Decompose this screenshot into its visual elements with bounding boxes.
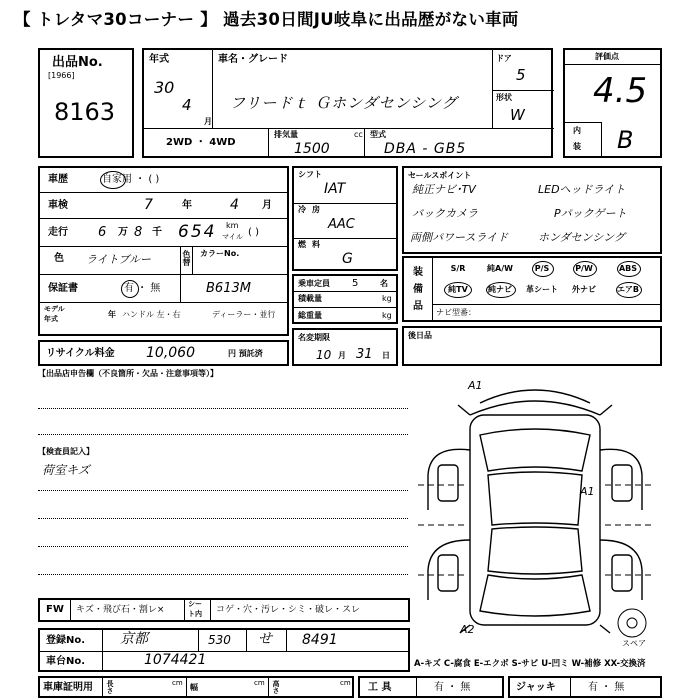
tools-box [358, 676, 504, 698]
inspection-year-unit: 年 [182, 200, 192, 211]
rating-box [563, 48, 662, 158]
equip-abs-circle [617, 261, 641, 277]
reg-deadline-box [292, 328, 398, 366]
car-name-label: 車名・グレード [218, 54, 288, 65]
fw-scratch: キズ・飛び石・割レ× [76, 605, 165, 615]
sales-point-3: バックカメラ [412, 207, 478, 220]
fuel-value: G [342, 251, 353, 267]
report-label: 【出品店申告欄（不良箇所・欠品・注意事項等）】 [38, 369, 218, 378]
reg-deadline-month: 10 [316, 348, 332, 362]
model-year-value: 30 [154, 78, 175, 97]
model-code-label: 型式 [370, 130, 386, 139]
load-label: 積載量 [298, 294, 322, 303]
recycle-unit: 円 預託済 [228, 349, 263, 358]
equipment-label-1: 装 [413, 267, 423, 278]
registration-kana: せ [258, 631, 272, 647]
spare-label: スペア [622, 639, 646, 648]
fw-label: FW [46, 604, 64, 615]
rating-value: 4.5 [593, 71, 648, 111]
equip-alloy: 純A/W [487, 264, 513, 273]
tools-label: 工 具 [368, 682, 392, 693]
doors-value: 5 [516, 66, 526, 84]
model-month-unit: 月 [204, 117, 212, 126]
color-change-label: 色替 [182, 250, 191, 266]
registration-box [38, 628, 410, 672]
fuel-label-top: 燃 [298, 240, 306, 249]
navi-model-label: ナビ型番： [436, 308, 476, 317]
rear-label: 後日品 [408, 331, 432, 340]
jack-box [508, 676, 662, 698]
equipment-label-2: 備 [413, 284, 423, 295]
cert-box [38, 676, 354, 698]
fw-box [38, 598, 410, 622]
sales-point-2: LEDヘッドライト [538, 183, 626, 196]
spec-box [292, 166, 398, 271]
displacement-unit: cc [354, 130, 363, 139]
warranty-options: 有 ・ 無 [124, 283, 161, 294]
sales-points-box [402, 166, 662, 254]
equip-ext-navi: 外ナビ [572, 285, 596, 294]
shift-value: IAT [324, 181, 346, 197]
inspection-year: 7 [144, 197, 153, 213]
history-circle [100, 171, 126, 189]
fw-seat-items: コゲ・穴・汚レ・シミ・破レ・スレ [216, 605, 361, 615]
model-change-label-bottom: 年式 [44, 315, 58, 323]
history-options: 自家用 ・ ( ) [102, 174, 160, 185]
registration-class: 530 [208, 633, 231, 647]
inspection-month-unit: 月 [262, 200, 272, 211]
reg-deadline-day: 31 [356, 347, 373, 362]
mileage-unit-km: km [226, 221, 239, 230]
rear-box [402, 326, 662, 366]
cert-height-unit: cm [340, 679, 351, 687]
cert-length-unit: cm [172, 679, 183, 687]
load-unit: kg [382, 294, 392, 303]
mileage-label: 走行 [48, 227, 68, 238]
reg-deadline-day-unit: 日 [382, 351, 390, 360]
model-change-year-unit: 年 [108, 310, 116, 319]
color-no-value: B613M [206, 281, 251, 296]
rating-label: 評価点 [595, 52, 619, 61]
equip-sr: S/R [450, 264, 466, 273]
mileage-unit-mile: マイル [222, 233, 243, 241]
mileage-paren: ( ) [248, 227, 259, 238]
cert-height: 高さ [272, 680, 280, 694]
capacity-value: 5 [352, 278, 359, 289]
capacity-box [292, 274, 398, 324]
doors-label: ドア [496, 54, 512, 63]
color-no-label: カラーNo. [200, 249, 240, 258]
equip-navi-circle [486, 282, 516, 298]
registration-label: 登録No. [46, 635, 86, 646]
tools-options: 有 ・ 無 [434, 682, 471, 693]
equip-ps-circle [532, 261, 554, 277]
equip-leather: 革シート [526, 285, 558, 294]
equipment-label-3: 品 [413, 301, 423, 312]
equipment-box [402, 256, 662, 322]
inspection-label: 車検 [48, 200, 68, 211]
model-change-dealer: ディーラー・並行 [212, 310, 276, 319]
cert-label: 車庫証明用 [43, 682, 93, 693]
warranty-label: 保証書 [48, 283, 78, 294]
lot-box [38, 48, 134, 158]
model-change-label-top: モデル [44, 305, 65, 313]
jack-label: ジャッキ [516, 682, 556, 693]
car-diagram [410, 375, 660, 645]
car-name-value: フリードｔ Ｇホンダセンシング [230, 94, 458, 112]
cert-width-unit: cm [254, 679, 265, 687]
shape-label: 形状 [496, 93, 512, 102]
model-change-handle: ハンドル 左・右 [122, 310, 181, 319]
aircon-label-bottom: 房 [312, 205, 320, 214]
color-label: 色 [54, 253, 64, 264]
warranty-circle [121, 280, 139, 298]
capacity-unit: 名 [380, 279, 388, 288]
reg-deadline-month-unit: 月 [338, 351, 346, 360]
displacement-value: 1500 [294, 141, 330, 157]
sales-points-label: セールスポイント [408, 171, 472, 180]
jack-options: 有 ・ 無 [588, 682, 625, 693]
lot-sub: [1966] [48, 71, 75, 80]
lot-number: 8163 [54, 98, 116, 126]
shape-value: W [510, 106, 525, 124]
registration-pref: 京都 [120, 631, 148, 647]
gross-label: 総重量 [298, 311, 322, 320]
main-top-box [142, 48, 553, 158]
recycle-box [38, 340, 289, 366]
recycle-value: 10,060 [146, 345, 195, 361]
equip-airbag: エアB [616, 285, 640, 294]
diagram-mark-1: A1 [468, 379, 483, 392]
inspector-note: 荷室キズ [42, 463, 90, 477]
equip-tv: 純TV [448, 285, 468, 294]
equip-navi: 純ナビ [488, 285, 512, 294]
equip-tv-circle [444, 282, 472, 298]
fw-seat-label-bottom: ト内 [188, 610, 202, 618]
lot-label: 出品No. [52, 55, 103, 70]
inspection-month: 4 [230, 197, 239, 213]
shift-label: シフト [298, 170, 322, 179]
equip-airbag-circle [616, 282, 642, 298]
legend: A-キズ C-腐食 E-エクボ S-サビ U-凹ミ W-補修 XX-交換済 [414, 659, 646, 669]
vehicle-info-box [38, 166, 289, 336]
displacement-label: 排気量 [274, 130, 298, 139]
equip-ps: P/S [534, 264, 550, 273]
history-label: 車歴 [48, 174, 68, 185]
drive-label: 2WD ・ 4WD [166, 137, 236, 148]
diagram-mark-3: A2 [460, 623, 475, 636]
aircon-label-top: 冷 [298, 205, 306, 214]
registration-number: 8491 [302, 632, 338, 648]
cert-length: 長さ [106, 680, 114, 694]
aircon-value: AAC [328, 217, 355, 232]
interior-label-top: 内 [573, 126, 581, 135]
capacity-label: 乗車定員 [298, 279, 330, 288]
mileage-sen: 8 [134, 225, 143, 240]
equip-pw: P/W [575, 264, 593, 273]
sales-point-5: 両側パワースライド [410, 231, 509, 244]
recycle-label: リサイクル料金 [46, 348, 115, 359]
sales-point-4: Pパックゲート [554, 207, 627, 220]
mileage-man-unit: 万 [118, 227, 128, 238]
chassis-label: 車台No. [46, 656, 86, 667]
cert-width: 幅 [190, 683, 198, 692]
fuel-label-bottom: 料 [312, 240, 320, 249]
gross-unit: kg [382, 311, 392, 320]
reg-deadline-label: 名変期限 [298, 333, 330, 342]
inspector-label: 【検査員記入】 [38, 447, 94, 456]
color-value: ライトブルー [86, 253, 151, 266]
mileage-value: 654 [178, 222, 217, 242]
equip-pw-circle [573, 261, 597, 277]
model-month-value: 4 [182, 96, 192, 114]
equip-abs: ABS [618, 264, 638, 273]
header-title: 【 トレタマ30コーナー 】 過去30日間JU岐阜に出品歴がない車両 [14, 10, 519, 29]
chassis-value: 1074421 [144, 652, 207, 668]
model-year-label: 年式 [149, 54, 169, 65]
mileage-sen-unit: 千 [152, 227, 162, 238]
fw-seat-label-top: シー [188, 600, 202, 608]
sales-point-6: ホンダセンシング [538, 231, 625, 244]
sales-point-1: 純正ナビ･TV [412, 183, 476, 196]
interior-label-bottom: 装 [573, 142, 581, 151]
interior-value: B [617, 126, 634, 154]
diagram-mark-2: A1 [580, 485, 595, 498]
model-code-value: DBA - GB5 [384, 141, 467, 157]
mileage-man: 6 [98, 225, 107, 240]
